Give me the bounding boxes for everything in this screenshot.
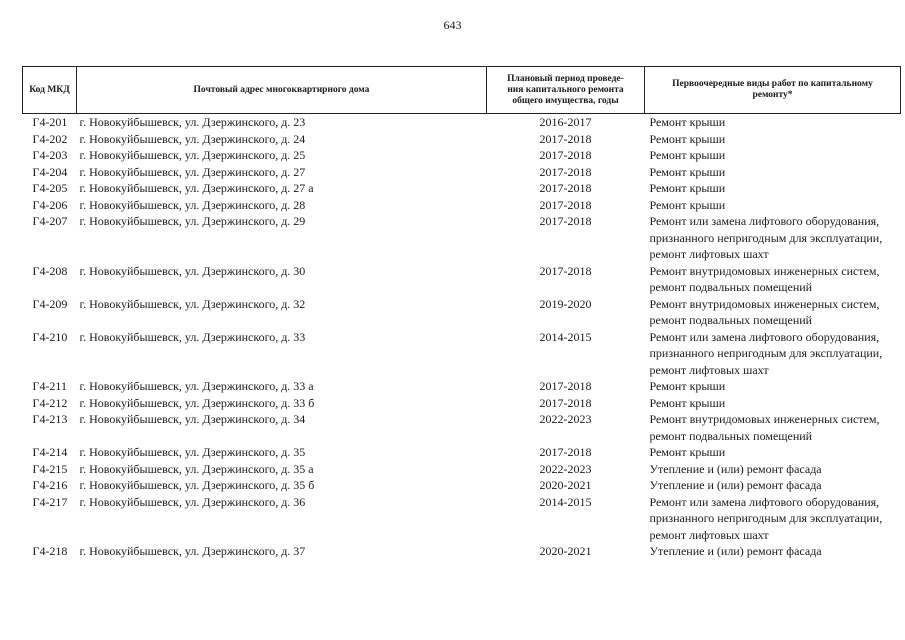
table-header [23,67,901,114]
period-cell: 2022-2023 [539,461,592,476]
works-line: Ремонт или замена лифтового оборудования, [649,214,880,228]
period-cell: 2014-2015 [539,329,592,344]
mkd-code-cell: Г4-202 [32,131,68,146]
works-cell [645,477,901,494]
address-cell: г. Новокуйбышевск, ул. Дзержинского, д. 25 [79,148,306,162]
works-line: Ремонт крыши [649,164,726,179]
header-period-line: Плановый период проведе- [507,73,624,84]
table-row [23,164,901,181]
table-row [23,263,901,296]
mkd-code-cell: Г4-211 [32,379,67,393]
works-cell [645,147,901,164]
works-line: Утепление и (или) ремонт фасада [649,461,822,476]
period-cell: 2017-2018 [539,445,592,459]
works-line: Ремонт крыши [649,445,726,459]
period-cell: 2017-2018 [539,263,592,278]
table-row [23,543,901,560]
header-period [487,67,645,114]
works-cell [645,296,901,329]
works-line: ремонт подвальных помещений [649,313,813,327]
mkd-code-cell: Г4-210 [32,329,68,344]
table-row [23,444,901,461]
works-line: ремонт лифтовых шахт [649,362,769,377]
mkd-code-cell: Г4-216 [32,478,68,492]
table-row [23,378,901,395]
works-cell [645,494,901,544]
header-period-line: ния капитального ремонта [507,84,624,95]
address-cell: г. Новокуйбышевск, ул. Дзержинского, д. 32 [79,296,306,311]
address-cell: г. Новокуйбышевск, ул. Дзержинского, д. 33 б [79,395,315,410]
works-line: признанного непригодным для эксплуатации, [649,230,883,245]
works-line: Ремонт или замена лифтового оборудования, [649,494,880,509]
table-row [23,197,901,214]
period-cell: 2017-2018 [539,214,592,228]
address-cell: г. Новокуйбышевск, ул. Дзержинского, д. 27 а [79,181,314,195]
table-row [23,180,901,197]
works-line: признанного непригодным для эксплуатации, [649,511,883,525]
works-line: Утепление и (или) ремонт фасада [649,544,822,558]
mkd-code-cell: Г4-212 [32,395,68,410]
period-cell: 2017-2018 [539,131,592,146]
table-row [23,461,901,478]
table-row [23,395,901,412]
address-cell: г. Новокуйбышевск, ул. Дзержинского, д. 27 [79,164,306,179]
header-address: Почтовый адрес многоквартирного дома [77,67,487,114]
table-row [23,114,901,131]
works-line: Ремонт крыши [649,395,726,410]
period-cell: 2022-2023 [539,412,592,426]
address-cell: г. Новокуйбышевск, ул. Дзержинского, д. 23 [79,115,306,129]
address-cell: г. Новокуйбышевск, ул. Дзержинского, д. 37 [79,544,306,558]
mkd-code-cell: Г4-207 [32,214,68,228]
works-line: Ремонт крыши [649,379,726,393]
period-cell: 2017-2018 [539,164,592,179]
works-cell [645,395,901,412]
works-line: ремонт подвальных помещений [649,428,813,443]
works-line: Ремонт крыши [649,131,726,146]
address-cell: г. Новокуйбышевск, ул. Дзержинского, д. 35 [79,445,306,459]
address-cell: г. Новокуйбышевск, ул. Дзержинского, д. 24 [79,131,306,146]
works-line: Утепление и (или) ремонт фасада [649,478,822,492]
period-cell: 2016-2017 [539,115,592,129]
period-cell: 2017-2018 [539,181,592,195]
works-cell [645,378,901,395]
table-row [23,213,901,263]
period-cell: 2017-2018 [539,148,592,162]
mkd-code-cell: Г4-215 [32,461,68,476]
works-cell [645,543,901,560]
mkd-code-cell: Г4-214 [32,445,68,459]
mkd-code-cell: Г4-205 [32,181,68,195]
mkd-code-cell: Г4-208 [32,263,68,278]
header-works-line: ремонту* [752,90,793,100]
table-row [23,494,901,544]
works-line: Ремонт или замена лифтового оборудования, [649,329,880,344]
period-cell: 2017-2018 [539,395,592,410]
mkd-code-cell: Г4-201 [32,115,68,129]
address-cell: г. Новокуйбышевск, ул. Дзержинского, д. 35 б [79,478,315,492]
works-cell [645,164,901,181]
table-row [23,296,901,329]
address-cell: г. Новокуйбышевск, ул. Дзержинского, д. 30 [79,263,306,278]
works-line: Ремонт крыши [649,181,726,195]
address-cell: г. Новокуйбышевск, ул. Дзержинского, д. 36 [79,494,306,509]
works-cell [645,114,901,131]
works-cell [645,213,901,263]
address-cell: г. Новокуйбышевск, ул. Дзержинского, д. 35 а [79,461,314,476]
works-line: Ремонт крыши [649,148,726,162]
works-cell [645,411,901,444]
works-line: Ремонт внутридомовых инженерных систем, [649,296,880,311]
mkd-code-cell: Г4-203 [32,148,68,162]
period-cell: 2014-2015 [539,494,592,509]
works-cell [645,131,901,148]
works-cell [645,444,901,461]
works-cell [645,263,901,296]
address-cell: г. Новокуйбышевск, ул. Дзержинского, д. 33 [79,329,306,344]
header-code: Код МКД [23,67,77,114]
works-cell [645,180,901,197]
address-cell: г. Новокуйбышевск, ул. Дзержинского, д. 29 [79,214,306,228]
table-body [23,114,901,560]
mkd-code-cell: Г4-213 [32,412,68,426]
page-number: 643 [443,18,462,32]
period-cell: 2019-2020 [539,296,592,311]
address-cell: г. Новокуйбышевск, ул. Дзержинского, д. 34 [79,412,306,426]
table-row [23,147,901,164]
period-cell: 2020-2021 [539,478,592,492]
period-cell: 2017-2018 [539,379,592,393]
capital-repair-table [22,66,901,560]
works-line: ремонт подвальных помещений [649,280,813,294]
header-works [645,67,901,114]
works-line: Ремонт внутридомовых инженерных систем, [649,263,880,278]
works-line: Ремонт внутридомовых инженерных систем, [649,412,880,426]
table-row [23,329,901,379]
works-line: Ремонт крыши [649,197,726,212]
works-line: ремонт лифтовых шахт [649,527,769,542]
table-row [23,477,901,494]
header-works-line: Первоочередные виды работ по капитальному [672,79,873,89]
table-row [23,131,901,148]
mkd-code-cell: Г4-204 [32,164,68,179]
address-cell: г. Новокуйбышевск, ул. Дзержинского, д. 33 а [79,379,314,393]
table-row [23,411,901,444]
mkd-code-cell: Г4-206 [32,197,68,212]
mkd-code-cell: Г4-218 [32,544,68,558]
works-cell [645,197,901,214]
works-line: ремонт лифтовых шахт [649,247,769,261]
mkd-code-cell: Г4-217 [32,494,68,509]
period-cell: 2020-2021 [539,544,592,558]
works-cell [645,329,901,379]
period-cell: 2017-2018 [539,197,592,212]
works-line: Ремонт крыши [649,115,726,129]
works-cell [645,461,901,478]
address-cell: г. Новокуйбышевск, ул. Дзержинского, д. 28 [79,197,306,212]
works-line: признанного непригодным для эксплуатации, [649,346,883,360]
mkd-code-cell: Г4-209 [32,296,68,311]
header-period-line: общего имущества, годы [512,95,619,106]
